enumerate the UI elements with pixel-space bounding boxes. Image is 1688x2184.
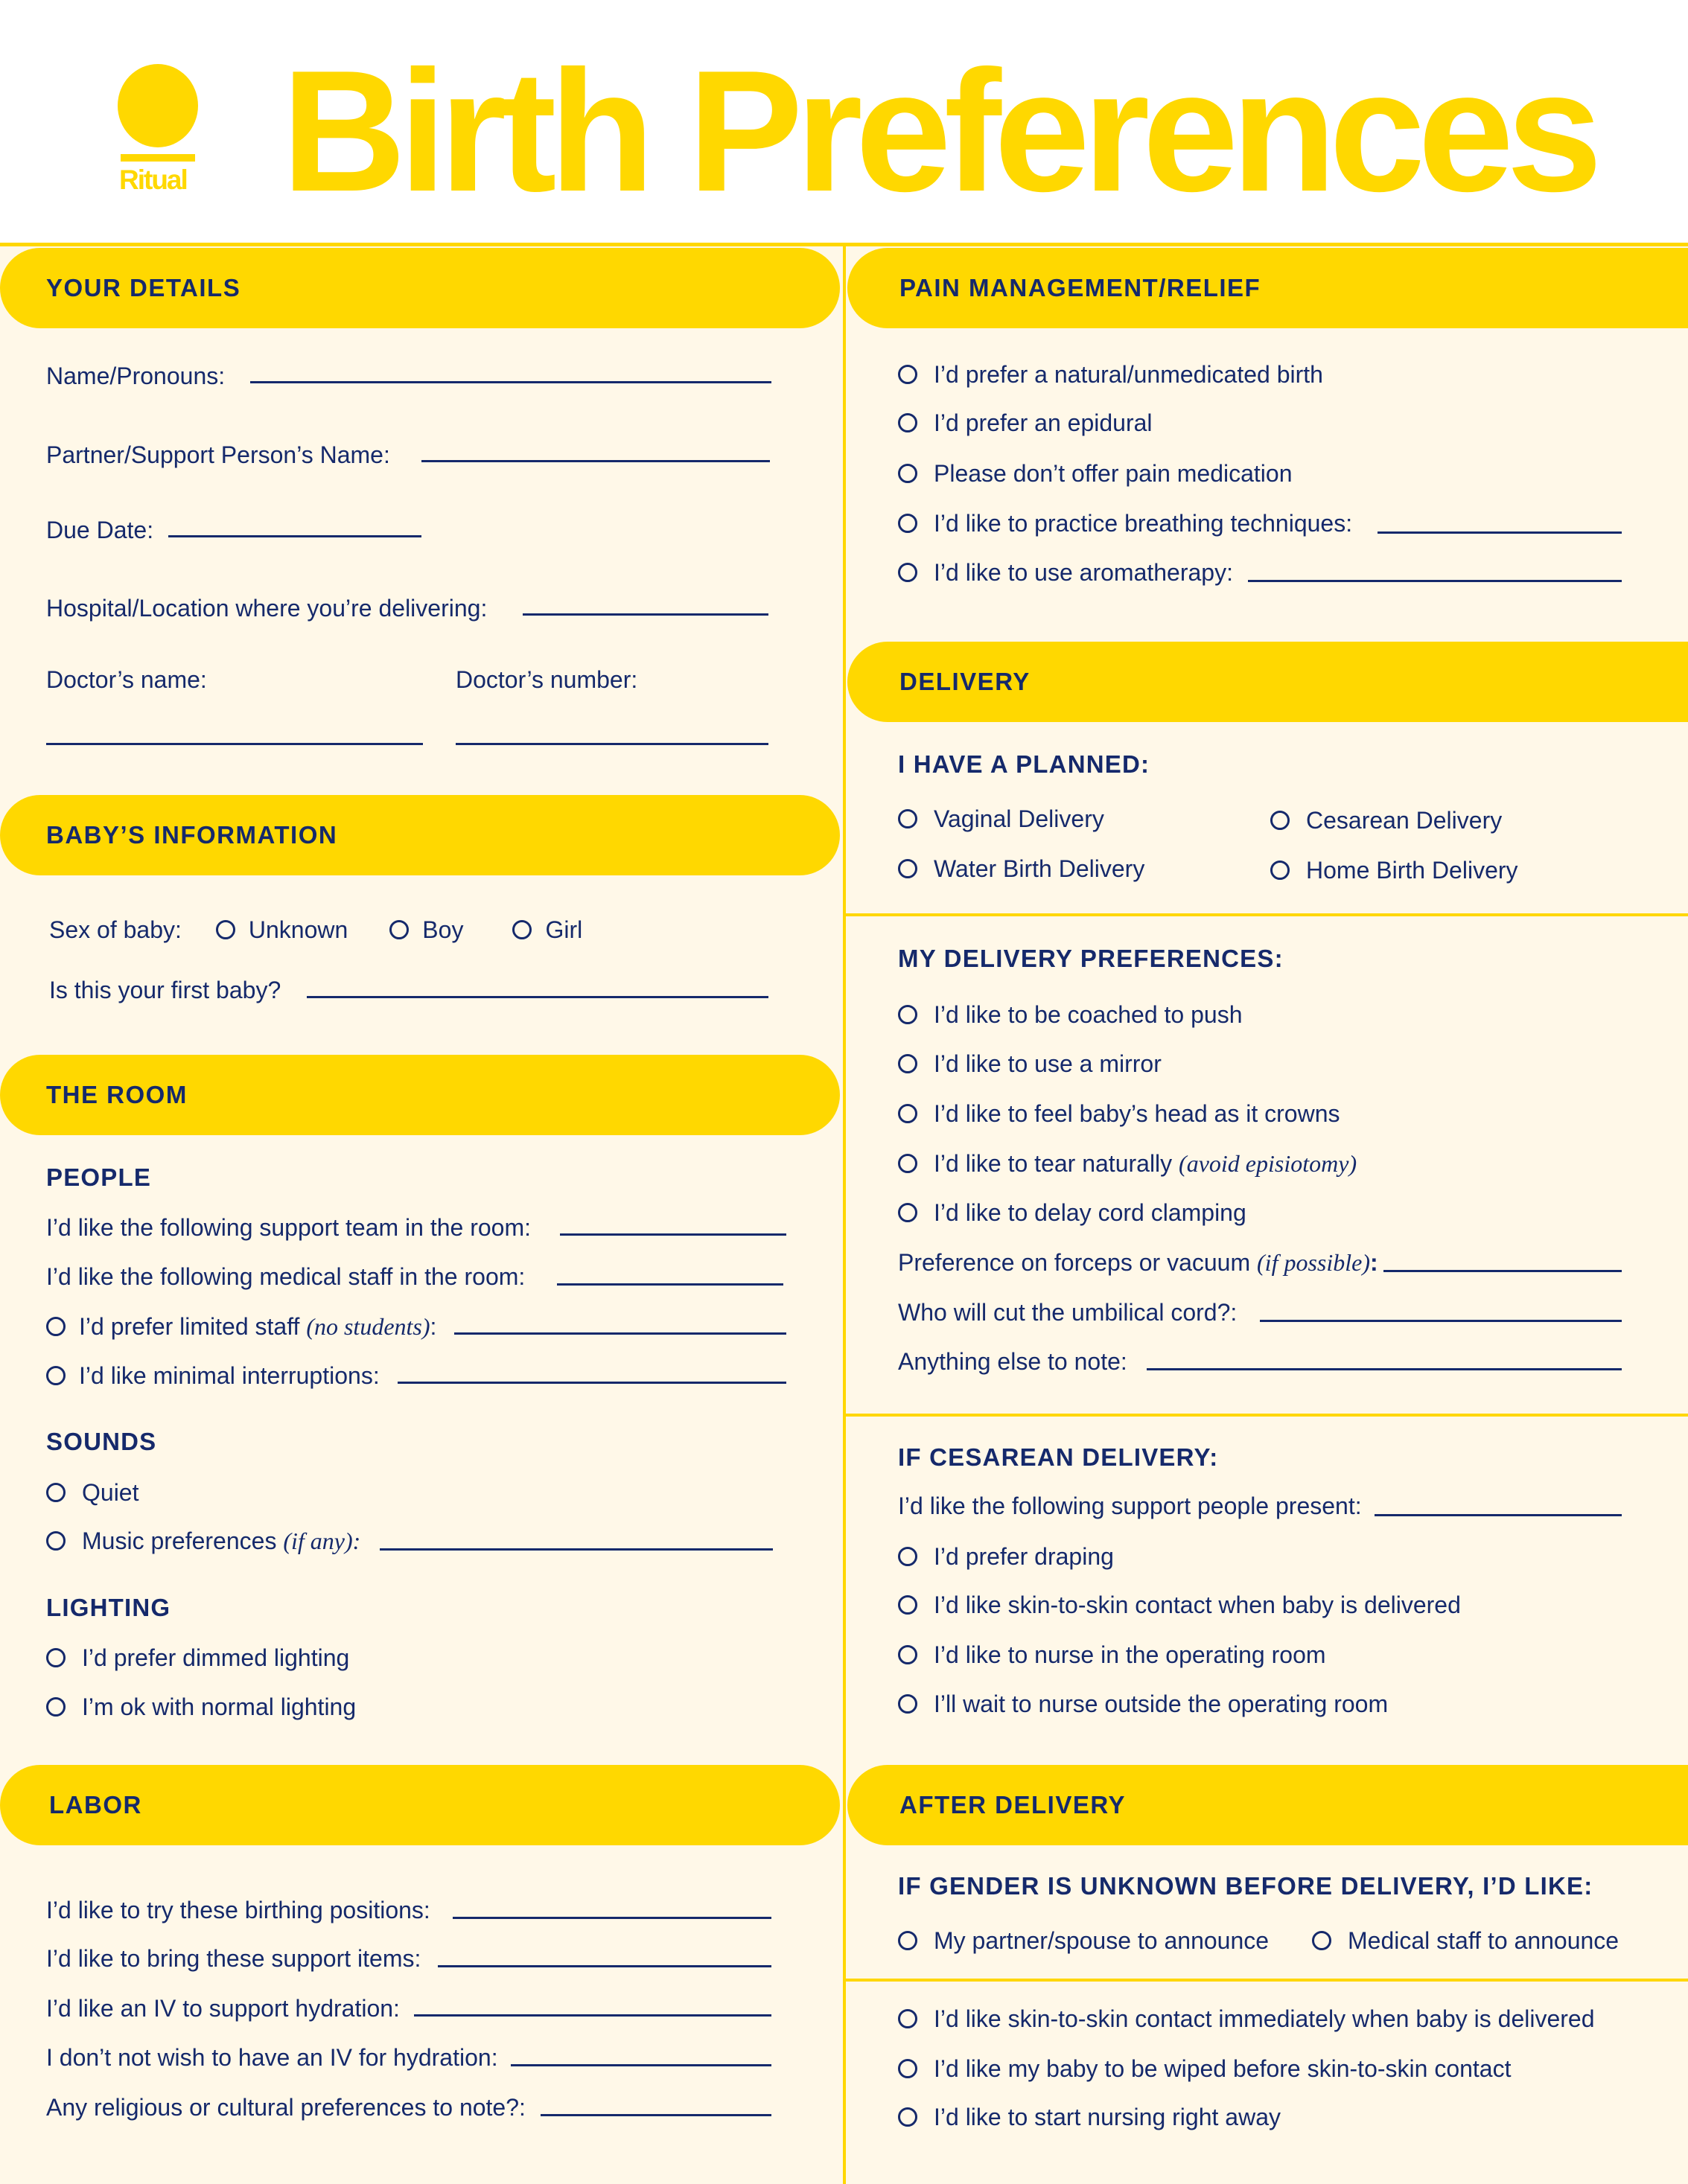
music-option[interactable]: Music preferences (if any): xyxy=(46,1526,360,1556)
due-date-field[interactable] xyxy=(168,535,421,537)
radio-icon[interactable] xyxy=(898,1203,917,1222)
iv-hydration-field[interactable] xyxy=(414,2014,771,2017)
pain-option[interactable]: I’d like to practice breathing techniques: xyxy=(898,508,1352,538)
radio-icon[interactable] xyxy=(898,1931,917,1950)
section-header-delivery xyxy=(847,642,1688,722)
subheading-planned: I HAVE A PLANNED: xyxy=(898,750,1150,778)
radio-icon[interactable] xyxy=(898,464,917,483)
cesarean-option[interactable]: I’d like skin-to-skin contact when baby is delivered xyxy=(898,1590,1461,1620)
cesarean-option[interactable]: I’ll wait to nurse outside the operating room xyxy=(898,1689,1388,1719)
ritual-logo-bar xyxy=(121,154,195,162)
radio-icon[interactable] xyxy=(898,1154,917,1173)
doctor-name-field[interactable] xyxy=(46,743,423,745)
doctor-number-field[interactable] xyxy=(456,743,768,745)
labor-item: I’d like an IV to support hydration: xyxy=(46,1995,400,2022)
section-header-baby-info xyxy=(0,795,840,875)
radio-icon[interactable] xyxy=(898,2107,917,2127)
forceps-label: Preference on forceps or vacuum (if possible) : xyxy=(898,1249,1378,1276)
radio-icon[interactable] xyxy=(898,1104,917,1123)
medical-staff-label: I’d like the following medical staff in the room: xyxy=(46,1263,526,1290)
radio-icon[interactable] xyxy=(1270,860,1290,880)
section-header-your-details xyxy=(0,248,840,328)
radio-icon[interactable] xyxy=(898,809,917,828)
section-divider xyxy=(846,1414,1688,1417)
forceps-field[interactable] xyxy=(1383,1270,1622,1272)
planned-option-cesarean[interactable]: Cesarean Delivery xyxy=(1270,805,1502,835)
sex-option-girl[interactable]: Girl xyxy=(512,915,582,945)
limited-staff-option[interactable]: I’d prefer limited staff (no students) : xyxy=(46,1312,436,1341)
partner-field[interactable] xyxy=(421,460,770,462)
birthing-positions-field[interactable] xyxy=(453,1917,771,1919)
partner-label: Partner/Support Person’s Name: xyxy=(46,441,390,468)
ritual-logo-icon xyxy=(118,64,198,147)
doctor-number-label: Doctor’s number: xyxy=(456,666,638,693)
subheading-gender-unknown: IF GENDER IS UNKNOWN BEFORE DELIVERY, I’D LIKE: xyxy=(898,1872,1593,1900)
section-title: YOUR DETAILS xyxy=(46,274,241,301)
first-baby-label: Is this your first baby? xyxy=(49,977,281,1003)
sex-of-baby-row xyxy=(49,915,582,945)
radio-icon[interactable] xyxy=(898,2009,917,2028)
column-divider xyxy=(843,246,846,2184)
radio-icon[interactable] xyxy=(898,1694,917,1714)
radio-icon[interactable] xyxy=(898,1645,917,1664)
support-team-field[interactable] xyxy=(560,1233,786,1236)
subheading-sounds: SOUNDS xyxy=(46,1428,157,1455)
radio-icon[interactable] xyxy=(46,1366,66,1385)
gender-option-partner[interactable]: My partner/spouse to announce xyxy=(898,1926,1269,1955)
cord-label: Who will cut the umbilical cord?: xyxy=(898,1299,1238,1326)
religious-preferences-field[interactable] xyxy=(541,2114,771,2116)
support-team-label: I’d like the following support team in the room: xyxy=(46,1214,531,1241)
labor-item: I don’t not wish to have an IV for hydration: xyxy=(46,2044,498,2071)
cesarean-support-field[interactable] xyxy=(1375,1514,1622,1516)
section-header-labor xyxy=(0,1765,840,1845)
radio-icon[interactable] xyxy=(216,920,235,939)
hospital-field[interactable] xyxy=(523,613,768,616)
sex-option-boy[interactable]: Boy xyxy=(389,915,463,945)
subheading-cesarean: IF CESAREAN DELIVERY: xyxy=(898,1443,1219,1471)
cesarean-option[interactable]: I’d like to nurse in the operating room xyxy=(898,1640,1326,1670)
radio-icon[interactable] xyxy=(898,1595,917,1615)
subheading-delivery-preferences: MY DELIVERY PREFERENCES: xyxy=(898,945,1284,972)
subheading-people: PEOPLE xyxy=(46,1163,152,1191)
page-header xyxy=(0,0,1688,244)
radio-icon[interactable] xyxy=(46,1531,66,1551)
pain-option[interactable]: Please don’t offer pain medication xyxy=(898,459,1293,488)
section-title: AFTER DELIVERY xyxy=(899,1791,1126,1819)
delivery-pref-option[interactable]: I’d like to feel baby’s head as it crowns xyxy=(898,1099,1340,1128)
radio-icon[interactable] xyxy=(898,365,917,384)
section-header-pain-management xyxy=(847,248,1688,328)
subheading-lighting: LIGHTING xyxy=(46,1594,171,1621)
delivery-pref-option[interactable]: I’d like to tear naturally (avoid episiotomy) xyxy=(898,1149,1357,1178)
radio-icon[interactable] xyxy=(46,1648,66,1667)
gender-option-medical-staff[interactable]: Medical staff to announce xyxy=(1312,1926,1619,1955)
planned-option-water-birth[interactable]: Water Birth Delivery xyxy=(898,854,1144,884)
hospital-label: Hospital/Location where you’re delivering: xyxy=(46,595,488,622)
support-items-field[interactable] xyxy=(438,1965,771,1967)
music-field[interactable] xyxy=(380,1548,773,1551)
normal-lighting-option[interactable]: I’m ok with normal lighting xyxy=(46,1692,356,1722)
sex-option-unknown[interactable]: Unknown xyxy=(216,915,348,945)
radio-icon[interactable] xyxy=(512,920,532,939)
radio-icon[interactable] xyxy=(898,413,917,432)
page-title: Birth Preferences xyxy=(281,35,1596,228)
anything-field[interactable] xyxy=(1147,1368,1622,1370)
section-header-the-room xyxy=(0,1055,840,1135)
labor-item: Any religious or cultural preferences to note?: xyxy=(46,2094,526,2121)
anything-label: Anything else to note: xyxy=(898,1348,1127,1375)
pain-option[interactable]: I’d like to use aromatherapy: xyxy=(898,558,1233,587)
radio-icon[interactable] xyxy=(898,1547,917,1566)
minimal-interruptions-option[interactable]: I’d like minimal interruptions: xyxy=(46,1361,380,1390)
cord-field[interactable] xyxy=(1260,1320,1622,1322)
no-iv-field[interactable] xyxy=(511,2064,771,2066)
first-baby-field[interactable] xyxy=(307,996,768,998)
after-delivery-option[interactable]: I’d like my baby to be wiped before skin-to-skin contact xyxy=(898,2054,1511,2084)
limited-staff-field[interactable] xyxy=(454,1332,786,1335)
section-divider xyxy=(846,913,1688,916)
labor-item: I’d like to try these birthing positions: xyxy=(46,1897,430,1923)
section-title: PAIN MANAGEMENT/RELIEF xyxy=(899,274,1261,301)
labor-item: I’d like to bring these support items: xyxy=(46,1945,421,1972)
cesarean-support-label: I’d like the following support people present: xyxy=(898,1492,1362,1519)
doctor-name-label: Doctor’s name: xyxy=(46,666,207,693)
section-title: THE ROOM xyxy=(46,1081,188,1108)
radio-icon[interactable] xyxy=(46,1317,66,1336)
radio-icon[interactable] xyxy=(898,2059,917,2078)
section-title: LABOR xyxy=(49,1791,142,1819)
cesarean-option[interactable]: I’d prefer draping xyxy=(898,1542,1114,1571)
delivery-pref-option[interactable]: I’d like to use a mirror xyxy=(898,1049,1162,1079)
section-title: BABY’S INFORMATION xyxy=(46,821,338,849)
radio-icon[interactable] xyxy=(898,563,917,582)
radio-icon[interactable] xyxy=(898,1005,917,1024)
name-field[interactable] xyxy=(250,381,771,383)
section-header-after-delivery xyxy=(847,1765,1688,1845)
pain-option[interactable]: I’d prefer a natural/unmedicated birth xyxy=(898,360,1323,389)
minimal-interruptions-field[interactable] xyxy=(398,1382,786,1384)
sex-label: Sex of baby: xyxy=(49,916,182,943)
radio-icon[interactable] xyxy=(1270,811,1290,830)
radio-icon[interactable] xyxy=(389,920,409,939)
section-title: DELIVERY xyxy=(899,668,1031,695)
radio-icon[interactable] xyxy=(46,1697,66,1717)
radio-icon[interactable] xyxy=(898,859,917,878)
planned-option-home-birth[interactable]: Home Birth Delivery xyxy=(1270,855,1518,885)
after-delivery-option[interactable]: I’d like to start nursing right away xyxy=(898,2102,1281,2132)
due-date-label: Due Date: xyxy=(46,517,154,543)
radio-icon[interactable] xyxy=(898,1054,917,1073)
aromatherapy-field[interactable] xyxy=(1248,580,1622,582)
delivery-pref-option[interactable]: I’d like to delay cord clamping xyxy=(898,1198,1246,1227)
medical-staff-field[interactable] xyxy=(557,1283,783,1286)
section-divider xyxy=(846,1979,1688,1982)
after-delivery-option[interactable]: I’d like skin-to-skin contact immediately when baby is delivered xyxy=(898,2004,1595,2034)
dimmed-lighting-option[interactable]: I’d prefer dimmed lighting xyxy=(46,1643,349,1673)
pain-option[interactable]: I’d prefer an epidural xyxy=(898,408,1153,438)
radio-icon[interactable] xyxy=(898,514,917,533)
planned-option-vaginal[interactable]: Vaginal Delivery xyxy=(898,804,1104,834)
radio-icon[interactable] xyxy=(1312,1931,1331,1950)
delivery-pref-option[interactable]: I’d like to be coached to push xyxy=(898,1000,1243,1029)
quiet-option[interactable]: Quiet xyxy=(46,1478,138,1507)
name-label: Name/Pronouns: xyxy=(46,363,226,389)
breathing-techniques-field[interactable] xyxy=(1378,531,1622,534)
radio-icon[interactable] xyxy=(46,1483,66,1502)
ritual-logo-text: Ritual xyxy=(119,165,187,195)
